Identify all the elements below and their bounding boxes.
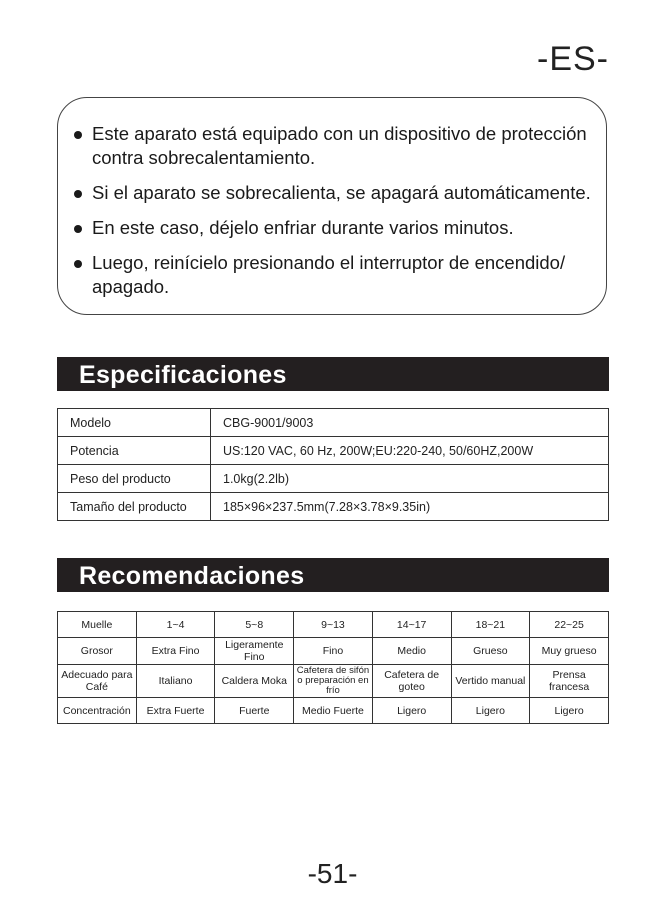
table-cell: Medio Fuerte	[294, 698, 373, 724]
table-cell: Muelle	[58, 612, 137, 638]
table-row	[58, 465, 609, 493]
notice-text: Luego, reinícielo presionando el interruptor de encendido/ apagado.	[92, 252, 566, 297]
bullet-icon	[74, 190, 82, 198]
notice-list	[74, 122, 592, 299]
notice-text: Este aparato está equipado con un dispositivo de protección contra sobrecalentamiento.	[92, 123, 587, 168]
spec-value: 185×96×237.5mm(7.28×3.78×9.35in)	[211, 493, 609, 521]
table-cell: 5~8	[215, 612, 294, 638]
table-cell: Muy grueso	[530, 638, 609, 665]
spec-value: CBG-9001/9003	[211, 409, 609, 437]
spec-value: 1.0kg(2.2lb)	[211, 465, 609, 493]
table-row	[58, 612, 609, 638]
table-cell: 1~4	[136, 612, 215, 638]
notice-item	[74, 181, 592, 205]
notice-item	[74, 251, 592, 299]
table-row	[58, 698, 609, 724]
specs-table	[57, 408, 609, 521]
spec-value: US:120 VAC, 60 Hz, 200W;EU:220-240, 50/60HZ,200W	[211, 437, 609, 465]
table-cell: Prensa francesa	[530, 665, 609, 698]
language-tag: -ES-	[537, 40, 609, 78]
page-number: -51-	[307, 858, 358, 889]
spec-label: Potencia	[58, 437, 211, 465]
table-cell: 9~13	[294, 612, 373, 638]
table-cell: Concentración	[58, 698, 137, 724]
table-cell: Fino	[294, 638, 373, 665]
bullet-icon	[74, 225, 82, 233]
notice-item	[74, 216, 592, 240]
table-cell: Fuerte	[215, 698, 294, 724]
bullet-icon	[74, 131, 82, 139]
table-row	[58, 638, 609, 665]
spec-label: Tamaño del producto	[58, 493, 211, 521]
table-cell: Caldera Moka	[215, 665, 294, 698]
bullet-icon	[74, 260, 82, 268]
recommendations-section-header: Recomendaciones	[57, 558, 609, 592]
overheat-notice-box	[57, 97, 607, 315]
table-cell: Ligero	[530, 698, 609, 724]
table-cell: Adecuado para Café	[58, 665, 137, 698]
table-cell: Extra Fino	[136, 638, 215, 665]
table-row	[58, 493, 609, 521]
table-cell: Italiano	[136, 665, 215, 698]
table-cell: 18~21	[451, 612, 530, 638]
table-cell: Grosor	[58, 638, 137, 665]
table-cell: Medio	[372, 638, 451, 665]
notice-item	[74, 122, 592, 170]
table-cell: Ligeramente Fino	[215, 638, 294, 665]
spec-label: Peso del producto	[58, 465, 211, 493]
table-row	[58, 409, 609, 437]
table-row	[58, 437, 609, 465]
notice-text: Si el aparato se sobrecalienta, se apagará automáticamente.	[92, 182, 591, 203]
recommendations-table	[57, 611, 609, 724]
table-cell: Extra Fuerte	[136, 698, 215, 724]
spec-label: Modelo	[58, 409, 211, 437]
table-row	[58, 665, 609, 698]
notice-text: En este caso, déjelo enfriar durante varios minutos.	[92, 217, 514, 238]
table-cell: Vertido manual	[451, 665, 530, 698]
specs-section-header: Especificaciones	[57, 357, 609, 391]
table-cell: 22~25	[530, 612, 609, 638]
table-cell: Ligero	[451, 698, 530, 724]
table-cell: 14~17	[372, 612, 451, 638]
table-cell: Cafetera de goteo	[372, 665, 451, 698]
table-cell: Grueso	[451, 638, 530, 665]
table-cell: Cafetera de sifón o preparación en frío	[294, 665, 373, 698]
table-cell: Ligero	[372, 698, 451, 724]
